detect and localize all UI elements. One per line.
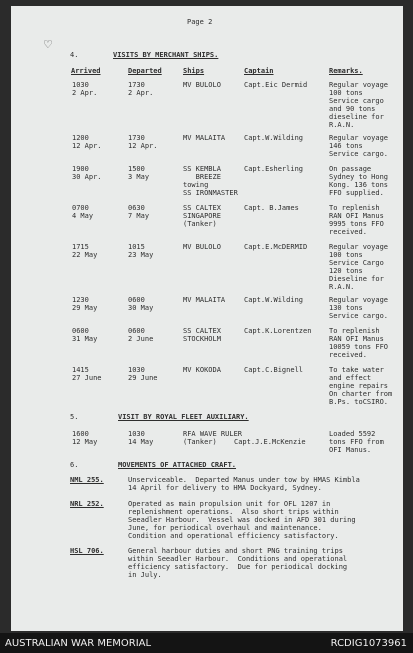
departed-cell: 12 Apr. xyxy=(128,142,158,150)
arrived-cell: 1200 xyxy=(72,134,89,142)
remarks-cell: Kong. 136 tons xyxy=(329,181,389,189)
remarks-cell: Service cargo. xyxy=(329,150,389,158)
ship-cell: MV BULOLO xyxy=(183,243,221,251)
column-header-remarks: Remarks. xyxy=(329,67,363,75)
column-header-ships: Ships xyxy=(183,67,205,75)
captain-cell: Capt.W.Wilding xyxy=(244,134,304,142)
ship-cell: (Tanker) xyxy=(183,438,217,446)
craft-label: NRL 252. xyxy=(70,500,104,508)
departed-cell: 3 May xyxy=(128,173,150,181)
ship-cell: MV BULOLO xyxy=(183,81,221,89)
craft-description: efficiency satisfactory. Due for periodical docking xyxy=(128,563,348,571)
craft-description: within Seeadler Harbour. Conditions and operational xyxy=(128,555,348,563)
remarks-cell: 146 tons xyxy=(329,142,363,150)
remarks-cell: Regular voyage xyxy=(329,243,389,251)
arrived-cell: 0600 xyxy=(72,327,89,335)
arrived-cell: 31 May xyxy=(72,335,98,343)
section-6-title: MOVEMENTS OF ATTACHED CRAFT. xyxy=(118,461,237,469)
column-header-departed: Departed xyxy=(128,67,162,75)
ship-cell: SS IRONMASTER xyxy=(183,189,238,197)
remarks-cell: R.A.N. xyxy=(329,121,355,129)
remarks-cell: Sydney to Hong xyxy=(329,173,389,181)
remarks-cell: Regular voyage xyxy=(329,296,389,304)
remarks-cell: 9995 tons FFO xyxy=(329,220,384,228)
remarks-cell: Service Cargo xyxy=(329,259,384,267)
captain-cell: Capt. B.James xyxy=(244,204,299,212)
departed-cell: 1030 xyxy=(128,366,145,374)
remarks-cell: Regular voyage xyxy=(329,134,389,142)
arrived-cell: 1715 xyxy=(72,243,89,251)
craft-description: 14 April for delivery to HMA Dockyard, Sydney. xyxy=(128,484,322,492)
craft-description: in July. xyxy=(128,571,162,579)
remarks-cell: FFO supplied. xyxy=(329,189,384,197)
departed-cell: 2 Apr. xyxy=(128,89,154,97)
captain-cell: Capt.Esherling xyxy=(244,165,304,173)
remarks-cell: and effect xyxy=(329,374,372,382)
remarks-cell: Loaded 5592 xyxy=(329,430,376,438)
ship-cell: SS CALTEX xyxy=(183,327,221,335)
ship-cell: SS KEMBLA xyxy=(183,165,221,173)
arrived-cell: 4 May xyxy=(72,212,94,220)
remarks-cell: and 90 tons xyxy=(329,105,376,113)
remarks-cell: OFI Manus. xyxy=(329,446,372,454)
departed-cell: 0630 xyxy=(128,204,145,212)
captain-cell: Capt.C.Bignell xyxy=(244,366,304,374)
craft-description: replenishment operations. Also short trips within xyxy=(128,508,339,516)
arrived-cell: 27 June xyxy=(72,374,102,382)
departed-cell: 1030 xyxy=(128,430,145,438)
remarks-cell: Service cargo xyxy=(329,97,384,105)
arrived-cell: 1030 xyxy=(72,81,89,89)
page-number: Page 2 xyxy=(187,18,213,26)
departed-cell: 23 May xyxy=(128,251,154,259)
craft-description: Seeadler Harbour. Vessel was docked in AFD 301 during xyxy=(128,516,356,524)
arrived-cell: 1900 xyxy=(72,165,89,173)
arrived-cell: 12 Apr. xyxy=(72,142,102,150)
remarks-cell: On passage xyxy=(329,165,372,173)
remarks-cell: RAN OFI Manus xyxy=(329,212,384,220)
arrived-cell: 1600 xyxy=(72,430,89,438)
footer-right-text: RCDIG1073961 xyxy=(330,638,407,649)
section-4-title: VISITS BY MERCHANT SHIPS. xyxy=(113,51,219,59)
column-header-captain: Captain xyxy=(244,67,274,75)
ship-cell: BREEZE xyxy=(183,173,221,181)
departed-cell: 0600 xyxy=(128,327,145,335)
section-6-number: 6. xyxy=(70,461,79,469)
section-5-number: 5. xyxy=(70,413,79,421)
remarks-cell: B.Ps. toCSIRO. xyxy=(329,398,389,406)
section-4-number: 4. xyxy=(70,51,79,59)
ship-cell: SINGAPORE xyxy=(183,212,221,220)
remarks-cell: To replenish xyxy=(329,204,380,212)
remarks-cell: engine repairs xyxy=(329,382,389,390)
remarks-cell: On charter from xyxy=(329,390,393,398)
ship-cell: RFA WAVE RULER xyxy=(183,430,243,438)
arrived-cell: 30 Apr. xyxy=(72,173,102,181)
captain-cell: Capt.Eic Dermid xyxy=(244,81,308,89)
captain-cell: Capt.W.Wilding xyxy=(244,296,304,304)
arrived-cell: 2 Apr. xyxy=(72,89,98,97)
remarks-cell: To replenish xyxy=(329,327,380,335)
craft-label: HSL 706. xyxy=(70,547,104,555)
arrived-cell: 29 May xyxy=(72,304,98,312)
captain-cell: Capt.E.McDERMID xyxy=(244,243,308,251)
remarks-cell: To take water xyxy=(329,366,384,374)
departed-cell: 1500 xyxy=(128,165,145,173)
remarks-cell: received. xyxy=(329,228,367,236)
craft-description: Operated as main propulsion unit for OFL 1207 in xyxy=(128,500,331,508)
craft-label: NML 255. xyxy=(70,476,104,484)
arrived-cell: 22 May xyxy=(72,251,98,259)
departed-cell: 1730 xyxy=(128,81,145,89)
ship-cell: towing xyxy=(183,181,209,189)
departed-cell: 30 May xyxy=(128,304,154,312)
footer-left-text: AUSTRALIAN WAR MEMORIAL xyxy=(5,638,152,649)
remarks-cell: Regular voyage xyxy=(329,81,389,89)
craft-description: June, for periodical overhaul and maintenance. xyxy=(128,524,322,532)
departed-cell: 2 June xyxy=(128,335,154,343)
arrived-cell: 1230 xyxy=(72,296,89,304)
ship-cell: (Tanker) xyxy=(183,220,217,228)
remarks-cell: Service cargo. xyxy=(329,312,389,320)
departed-cell: 1015 xyxy=(128,243,145,251)
arrived-cell: 0700 xyxy=(72,204,89,212)
ship-cell: SS CALTEX xyxy=(183,204,221,212)
remarks-cell: 120 tons xyxy=(329,267,363,275)
remarks-cell: R.A.N. xyxy=(329,283,355,291)
departed-cell: 14 May xyxy=(128,438,154,446)
handwritten-mark: ♡ xyxy=(43,38,53,51)
arrived-cell: 12 May xyxy=(72,438,98,446)
remarks-cell: tons FFO from xyxy=(329,438,384,446)
ship-cell: MV MALAITA xyxy=(183,296,226,304)
departed-cell: 29 June xyxy=(128,374,158,382)
ship-cell: MV MALAITA xyxy=(183,134,226,142)
column-header-arrived: Arrived xyxy=(71,67,101,75)
ship-cell: STOCKHOLM xyxy=(183,335,221,343)
departed-cell: 0600 xyxy=(128,296,145,304)
craft-description: Condition and operational efficiency satisfactory. xyxy=(128,532,339,540)
section-5-title: VISIT BY ROYAL FLEET AUXILIARY. xyxy=(118,413,249,421)
remarks-cell: 100 tons xyxy=(329,251,363,259)
arrived-cell: 1415 xyxy=(72,366,89,374)
remarks-cell: 10059 tons FFO xyxy=(329,343,389,351)
ship-cell: MV KOKODA xyxy=(183,366,221,374)
remarks-cell: 100 tons xyxy=(329,89,363,97)
departed-cell: 7 May xyxy=(128,212,150,220)
departed-cell: 1730 xyxy=(128,134,145,142)
remarks-cell: RAN OFI Manus xyxy=(329,335,384,343)
remarks-cell: received. xyxy=(329,351,367,359)
craft-description: Unserviceable. Departed Manus under tow by HMAS Kimbla xyxy=(128,476,360,484)
craft-description: General harbour duties and short PNG training trips xyxy=(128,547,343,555)
remarks-cell: dieseline for xyxy=(329,113,384,121)
remarks-cell: Dieseline for xyxy=(329,275,384,283)
captain-cell: Capt.J.E.McKenzie xyxy=(234,438,306,446)
captain-cell: Capt.K.Lorentzen xyxy=(244,327,312,335)
remarks-cell: 130 tons xyxy=(329,304,363,312)
